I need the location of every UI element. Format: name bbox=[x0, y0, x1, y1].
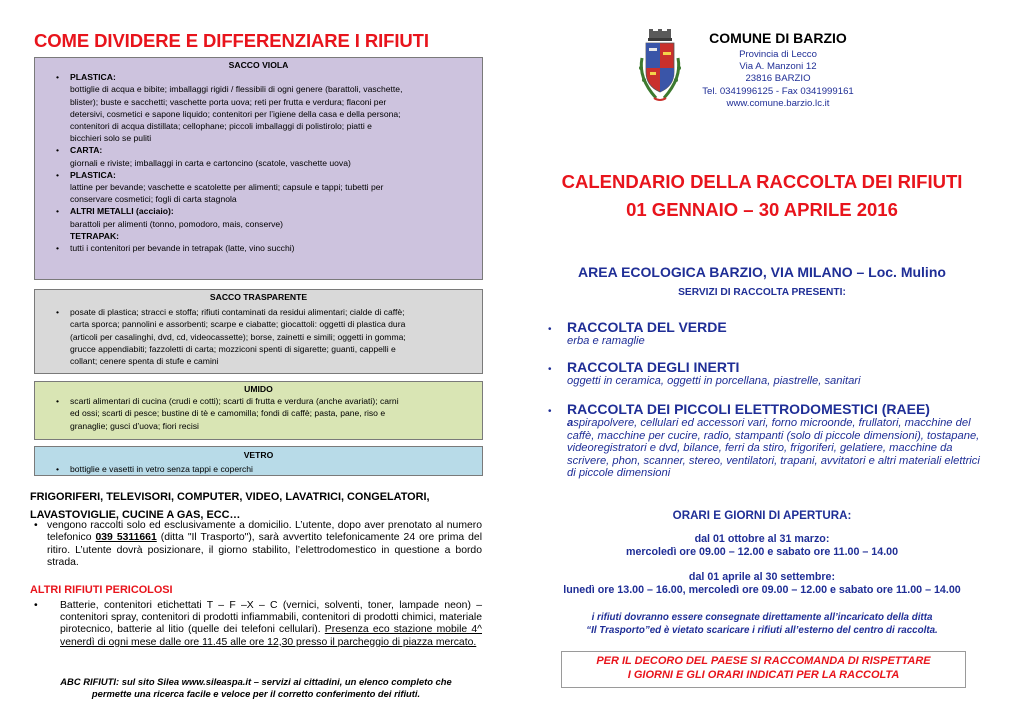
sacco-trasparente-list bbox=[35, 306, 482, 367]
servizi-subtitle: SERVIZI DI RACCOLTA PRESENTI: bbox=[678, 287, 846, 298]
item-label: ALTRI METALLI (acciaio): bbox=[70, 206, 174, 217]
tetrapak-label: TETRAPAK: bbox=[70, 230, 120, 241]
bullet-icon: • bbox=[56, 307, 60, 318]
period-label: dal 01 aprile al 30 settembre: bbox=[688, 571, 836, 583]
main-title: COME DIVIDERE E DIFFERENZIARE I RIFIUTI bbox=[34, 30, 429, 51]
service-description bbox=[548, 417, 988, 480]
item-text bbox=[35, 218, 482, 230]
text-line: (articoli per casalinghi, dvd, cd, videocassette); borse, zainetti e simili; oggetti in gomma; bbox=[70, 331, 406, 342]
bullet-icon: • bbox=[548, 324, 552, 335]
address-line: Via A. Manzoni 12 bbox=[739, 61, 817, 73]
text-line: permette una ricerca facile e veloce per il corretto conferimento dei rifiuti. bbox=[91, 688, 421, 699]
list-item bbox=[35, 395, 482, 432]
list-item bbox=[35, 205, 482, 217]
item-label: PLASTICA: bbox=[70, 72, 116, 83]
service-item-inerti bbox=[548, 360, 988, 388]
bullet-icon: • bbox=[56, 243, 60, 254]
pericolosi-title: ALTRI RIFIUTI PERICOLOSI bbox=[30, 584, 173, 596]
sacco-trasparente-header: SACCO TRASPARENTE bbox=[209, 292, 308, 302]
service-title: RACCOLTA DEGLI INERTI bbox=[567, 359, 740, 375]
text-line: i rifiuti dovranno essere consegnate direttamente all’incaricato della ditta bbox=[591, 612, 933, 623]
text-line: I GIORNI E GLI ORARI INDICATI PER LA RACCOLTA bbox=[627, 668, 900, 681]
phone-line: Tel. 0341996125 - Fax 0341999161 bbox=[702, 85, 854, 97]
service-item-raee bbox=[548, 402, 988, 480]
list-item bbox=[35, 306, 482, 367]
sacco-viola-list-2 bbox=[35, 144, 482, 156]
coat-of-arms-icon bbox=[636, 28, 684, 108]
service-item-verde bbox=[548, 320, 988, 348]
bullet-icon: • bbox=[56, 464, 60, 475]
service-title: RACCOLTA DEL VERDE bbox=[567, 319, 727, 335]
list-item bbox=[35, 144, 482, 156]
city-line: 23816 BARZIO bbox=[745, 73, 811, 85]
text-part: (ditta "Il Trasporto"), sarà avvertito telefonicamente 24 ore prima del ritiro. L’utente dovrà posizionare, il giorno stabilito, l’elettrodomestico in questione a bordo strada. bbox=[47, 532, 483, 569]
text-line: contenitori di acqua distillata; cellophane; piccoli imballaggi di polistirolo; piatti e bbox=[70, 121, 372, 132]
sacco-viola-list-3 bbox=[35, 169, 482, 181]
sacco-viola-box bbox=[34, 57, 483, 280]
comune-title: COMUNE DI BARZIO bbox=[709, 30, 847, 46]
province-line: Provincia di Lecco bbox=[739, 49, 817, 60]
hours-text: mercoledì ore 09.00 – 12.00 e sabato ore 11.00 – 14.00 bbox=[625, 546, 899, 558]
bullet-icon: • bbox=[34, 520, 38, 531]
bullet-icon: • bbox=[56, 72, 60, 83]
bullet-icon: • bbox=[56, 169, 60, 180]
text-line: blister); buste e sacchetti; vaschette porta uova; reti per frutta e verdura; flaconi per bbox=[70, 96, 387, 107]
orari-summer bbox=[514, 571, 1010, 597]
website-line: www.comune.barzio.lc.it bbox=[726, 97, 830, 109]
text-line: bicchieri solo se puliti bbox=[70, 133, 152, 144]
bullet-icon: • bbox=[56, 396, 60, 407]
orari-title: ORARI E GIORNI DI APERTURA: bbox=[672, 509, 852, 522]
calendario-title bbox=[514, 168, 1010, 224]
text-line: giornali e riviste; imballaggi in carta e cartoncino (scatole, vaschette uova) bbox=[70, 157, 351, 168]
period-label: dal 01 ottobre al 31 marzo: bbox=[694, 533, 830, 545]
decoro-notice-box bbox=[561, 651, 966, 688]
calendario-title-line: CALENDARIO DELLA RACCOLTA DEI RIFIUTI bbox=[561, 171, 963, 192]
frigoriferi-title: FRIGORIFERI, TELEVISORI, COMPUTER, VIDEO, LAVATRICI, CONGELATORI, LAVASTOVIGLIE, CUCINE A GAS, ECC… bbox=[30, 491, 430, 521]
text-line: conservare cosmetici; fogli di carta stagnola bbox=[70, 194, 237, 205]
pericolosi-text bbox=[30, 600, 482, 649]
item-text bbox=[35, 157, 482, 169]
text-line: lattine per bevande; vaschette e scatolette per alimenti; capsule e tappi; tubetti per bbox=[70, 182, 384, 193]
sacco-trasparente-box bbox=[34, 289, 483, 374]
sacco-viola-list bbox=[35, 71, 482, 83]
list-item bbox=[35, 169, 482, 181]
text-part: Batterie, contenitori etichettati T – F –X – C (vernici, solventi, toner, lampade neon) – contenitori spray, contenitori di prodotti infiammabili, contenitori di prodotti chimici, materiale pirotecnico, batterie al litio (quelle dei telefoni cellulari). bbox=[60, 600, 482, 636]
vetro-header: VETRO bbox=[243, 450, 274, 460]
comune-contact-info bbox=[694, 49, 862, 110]
sacco-viola-list-4 bbox=[35, 205, 482, 217]
text-line: detersivi, cosmetici e sapone liquido; contenitori per l’igiene della casa e della persona; bbox=[70, 108, 401, 119]
text-line: scarti alimentari di cucina (crudi e cotti); scarti di frutta e verdura (anche avariati); carni bbox=[70, 396, 399, 407]
text-line: ABC RIFIUTI: sul sito Silea www.sileaspa.it – servizi ai cittadini, un elenco completo che bbox=[60, 676, 452, 687]
text-line: collant; cenere spenta di stufe e camini bbox=[70, 356, 219, 367]
eco-station-note: Presenza eco stazione mobile 4^ venerdì di ogni mese dalle ore 11.45 alle ore 12,30 presso il parcheggio di piazza mercato. bbox=[60, 624, 482, 648]
service-description: erba e ramaglie bbox=[567, 335, 645, 347]
pericolosi-paragraph bbox=[30, 600, 482, 649]
text-line: posate di plastica; stracci e stoffa; rifiuti contaminati da residui alimentari; cialde di caffè; bbox=[70, 307, 405, 318]
list-item bbox=[35, 242, 482, 254]
vetro-list bbox=[35, 463, 482, 475]
bullet-icon: • bbox=[34, 600, 38, 611]
phone-number: 039 5311661 bbox=[95, 532, 157, 544]
bullet-icon: • bbox=[548, 406, 552, 417]
text-part: vengono raccolti solo ed esclusivamente a domicilio. L’utente, dopo aver prenotato al numero telefonico bbox=[47, 520, 482, 544]
item-label: CARTA: bbox=[70, 145, 103, 156]
list-item bbox=[35, 463, 482, 475]
item-label: PLASTICA: bbox=[70, 169, 116, 180]
calendario-date-range: 01 GENNAIO – 30 APRILE 2016 bbox=[626, 199, 898, 220]
text-line: bottiglie e vasetti in vetro senza tappi e coperchi bbox=[70, 464, 253, 475]
bullet-icon: • bbox=[548, 364, 552, 375]
bullet-icon: • bbox=[56, 206, 60, 217]
sacco-viola-header: SACCO VIOLA bbox=[228, 60, 289, 70]
desc-first-letter: a bbox=[567, 417, 574, 429]
text-line: carta sporca; pannolini e assorbenti; scarpe e ciabatte; giocattoli: oggetti di plastica dura bbox=[70, 319, 406, 330]
text-line: barattoli per alimenti (tonno, pomodoro, mais, conserve) bbox=[70, 218, 284, 229]
text-line: PER IL DECORO DEL PAESE SI RACCOMANDA DI RISPETTARE bbox=[596, 655, 931, 667]
list-item bbox=[35, 71, 482, 83]
text-line: granaglie; gusci d’uova; fiori recisi bbox=[70, 420, 199, 431]
sacco-viola-list-5 bbox=[35, 242, 482, 254]
text-line: bottiglie di acqua e bibite; imballaggi rigidi / flessibili di ogni genere (barattoli, vaschette, bbox=[70, 84, 403, 95]
item-text bbox=[35, 83, 482, 144]
frigoriferi-text bbox=[30, 520, 482, 570]
hours-text: lunedì ore 13.00 – 16.00, mercoledì ore 09.00 – 12.00 e sabato ore 11.00 – 14.00 bbox=[563, 584, 961, 596]
orari-winter bbox=[514, 533, 1010, 559]
vetro-box bbox=[34, 446, 483, 476]
frigoriferi-paragraph bbox=[30, 520, 482, 570]
text-line: “Il Trasporto”ed è vietato scaricare i rifiuti all’esterno del centro di raccolta. bbox=[586, 624, 938, 636]
area-ecologica-title: AREA ECOLOGICA BARZIO, VIA MILANO – Loc. Mulino bbox=[578, 264, 946, 280]
text-line: grucce appendiabiti; fazzoletti di carta; mozziconi spenti di sigarette; guanti, cappelli e bbox=[70, 343, 396, 354]
umido-box bbox=[34, 381, 483, 440]
desc-text: spirapolvere, cellulari ed accessori vari, forno microonde, frullatori, macchine del caffè, macchine per cucire, radio, stampanti (solo di piccole dimensioni), tostapane, videoregistratori e dvd, bilance, ferri da stiro, frigoriferi, gelatiere, macchine da scrivere, phon, scanner, stereo, ventilatori, trapani, avvitatori e altri materiali elettrici di piccole dimensioni bbox=[567, 417, 980, 479]
abc-rifiuti-note bbox=[30, 676, 482, 700]
service-title: RACCOLTA DEI PICCOLI ELETTRODOMESTICI (RAEE) bbox=[567, 401, 930, 417]
bullet-icon: • bbox=[56, 145, 60, 156]
umido-list bbox=[35, 395, 482, 432]
service-description: oggetti in ceramica, oggetti in porcellana, piastrelle, sanitari bbox=[567, 375, 861, 387]
text-line: ed ossi; scarti di pesce; bustine di tè e camomilla; fondi di caffè; pasta, pane, riso e bbox=[70, 408, 386, 419]
consegna-note bbox=[514, 612, 1010, 637]
item-text bbox=[35, 181, 482, 205]
tetrapak-text: tutti i contenitori per bevande in tetrapak (latte, vino succhi) bbox=[70, 243, 295, 254]
umido-header: UMIDO bbox=[244, 384, 273, 394]
